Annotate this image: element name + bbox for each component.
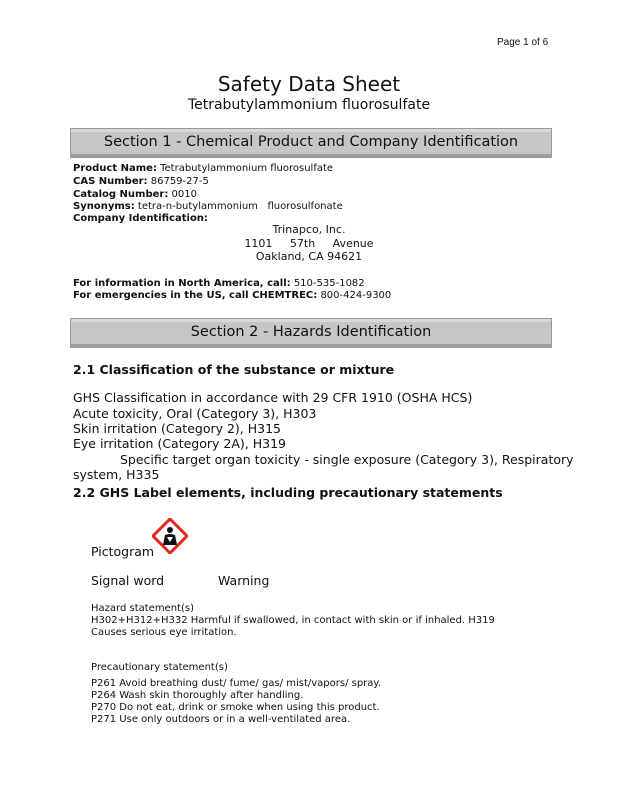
catalog-label: Catalog Number: [73,189,169,200]
synonyms-value: tetra-n-butylammonium fluorosulfonate [137,201,343,212]
page-number: Page 1 of 6 [497,37,549,48]
signal-word-label: Signal word [91,573,165,588]
section-1-heading: Section 1 - Chemical Product and Company Identification [103,134,519,150]
emergency-line [73,290,391,301]
label-elements-heading: 2.2 GHS Label elements, including precautionary statements [73,485,503,500]
skin-irritation-line: Skin irritation (Category 2), H315 [73,421,282,436]
precaution-p264: P264 Wash skin thoroughly after handling. [91,690,304,701]
info-label: For information in North America, call: [73,278,291,289]
ghs-classification-line: GHS Classification in accordance with 29 CFR 1910 (OSHA HCS) [73,390,473,405]
hazard-statement-line-2: Causes serious eye irritation. [91,627,237,638]
hazard-statements-heading: Hazard statement(s) [91,603,194,614]
precaution-p261: P261 Avoid breathing dust/ fume/ gas/ mist/vapors/ spray. [91,678,382,689]
section-2-header [70,318,552,348]
cas-line [73,176,209,187]
section-2-heading: Section 2 - Hazards Identification [190,324,432,340]
eye-irritation-line: Eye irritation (Category 2A), H319 [73,436,286,451]
emergency-label: For emergencies in the US, call CHEMTREC: [73,290,318,301]
company-label: Company Identification: [73,213,208,224]
cas-value: 86759-27-5 [150,176,209,187]
product-name-label: Product Name: [73,163,157,174]
classification-heading: 2.1 Classification of the substance or mixture [73,362,395,377]
hazard-statement-line-1: H302+H312+H332 Harmful if swallowed, in contact with skin or if inhaled. H319 [91,615,495,626]
cas-label: CAS Number: [73,176,148,187]
info-phone: 510-535-1082 [293,278,365,289]
emergency-phone: 800-424-9300 [320,290,392,301]
precautionary-statements-heading: Precautionary statement(s) [91,662,228,673]
company-name: Trinapco, Inc. [272,223,346,236]
stot-line-1: Specific target organ toxicity - single exposure (Category 3), Respiratory [120,452,574,467]
synonyms-line [73,201,343,212]
stot-line-2: system, H335 [73,467,160,482]
precaution-p271: P271 Use only outdoors or in a well-ventilated area. [91,714,351,725]
catalog-value: 0010 [171,189,197,200]
company-city: Oakland, CA 94621 [255,250,363,263]
section-1-header [70,128,552,158]
company-street: 1101 57th Avenue [244,237,374,250]
acute-toxicity-line: Acute toxicity, Oral (Category 3), H303 [73,406,317,421]
document-subtitle: Tetrabutylammonium fluorosulfate [187,97,431,113]
info-line [73,278,365,289]
catalog-line [73,189,197,200]
pictogram-label: Pictogram [91,544,155,559]
signal-word-value: Warning [218,573,270,588]
document-title: Safety Data Sheet [217,72,401,96]
exclamation-health-hazard-icon [152,518,188,554]
precaution-p270: P270 Do not eat, drink or smoke when using this product. [91,702,380,713]
product-name-line [73,163,333,174]
synonyms-label: Synonyms: [73,201,135,212]
product-name-value: Tetrabutylammonium fluorosulfate [160,163,334,174]
